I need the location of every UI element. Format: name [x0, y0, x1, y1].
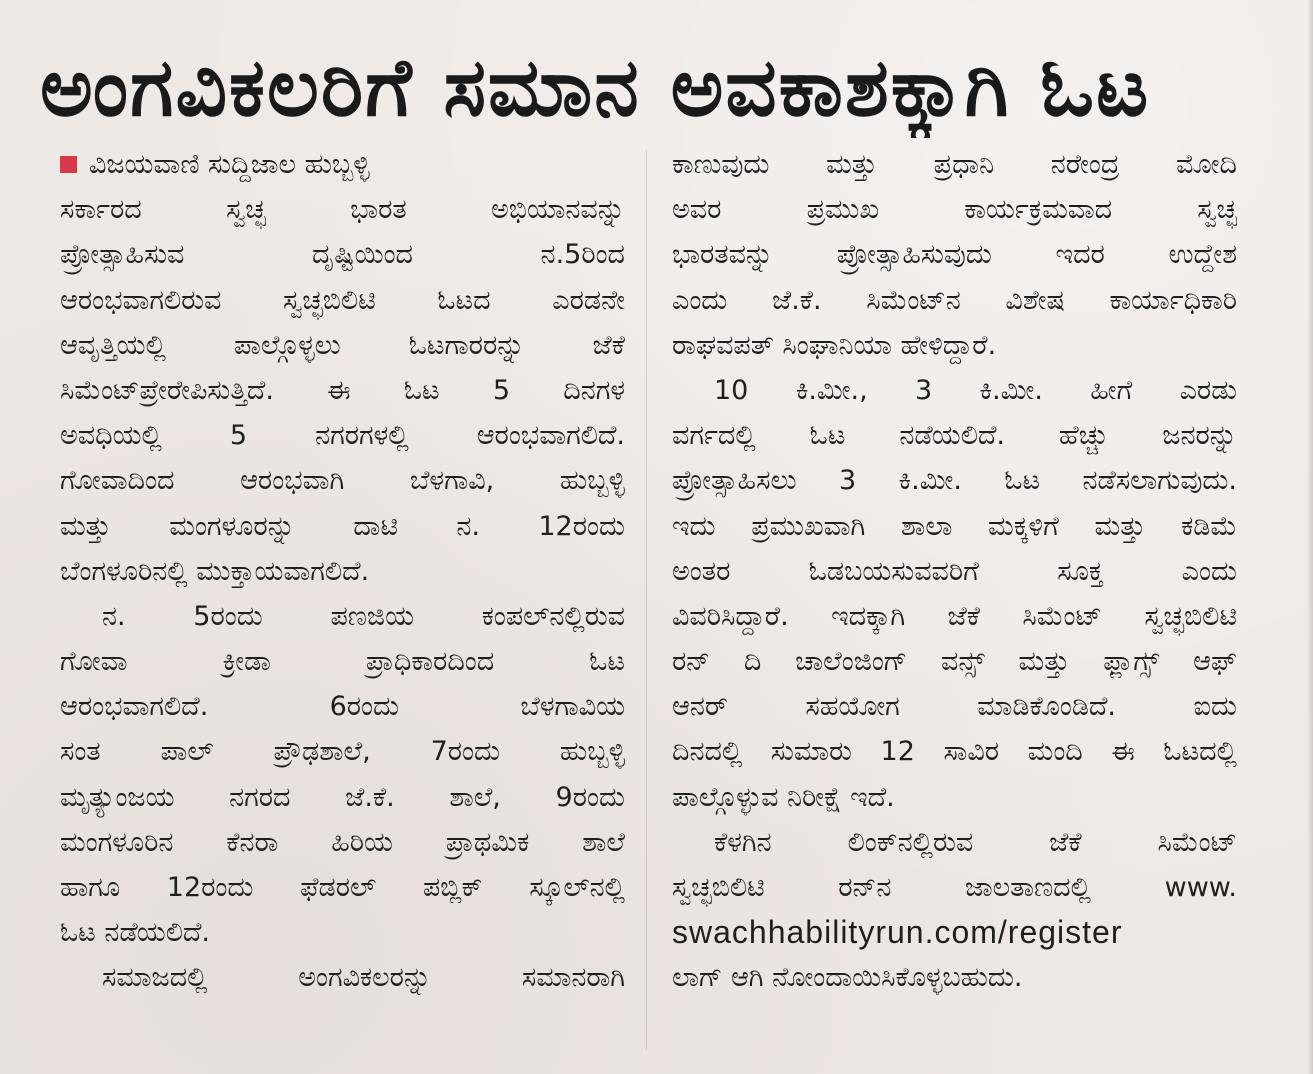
text-line: ಸಮಾಜದಲ್ಲಿ ಅಂಗವಿಕಲರನ್ನು ಸಮಾನರಾಗಿ — [102, 962, 625, 994]
column-divider — [646, 150, 647, 1050]
registration-url: swachhabilityrun.com/register — [672, 914, 1123, 951]
right-column — [672, 142, 1237, 1001]
text-line: ಹಾಗೂ 12ರಂದು ಫೆಡರಲ್ ಪಬ್ಲಿಕ್ ಸ್ಕೂಲ್‌ನಲ್ಲಿ — [60, 872, 625, 903]
left-column — [60, 142, 625, 1001]
text-line: ಬೆಂಗಳೂರಿನಲ್ಲಿ ಮುಕ್ತಾಯವಾಗಲಿದೆ. — [60, 555, 370, 587]
text-line: ಸ್ವಚ್ಛಬಿಲಿಟಿ ರನ್‌ನ ಜಾಲತಾಣದಲ್ಲಿ www. — [672, 872, 1237, 903]
text-line: ಸರ್ಕಾರದ ಸ್ವಚ್ಛ ಭಾರತ ಅಭಿಯಾನವನ್ನು — [60, 194, 625, 226]
text-line: ಎಂದು ಜೆ.ಕೆ. ಸಿಮೆಂಟ್‌ನ ವಿಶೇಷ ಕಾರ್ಯಾಧಿಕಾರಿ — [672, 284, 1237, 316]
text-line: ಮಂಗಳೂರಿನ ಕೆನರಾ ಹಿರಿಯ ಪ್ರಾಥಮಿಕ ಶಾಲೆ — [60, 826, 625, 858]
text-line: ಸಿಮೆಂಟ್‌ಪ್ರೇರೇಪಿಸುತ್ತಿದೆ. ಈ ಓಟ 5 ದಿನಗಳ — [60, 374, 625, 406]
text-line: ನ. 5ರಂದು ಪಣಜಿಯ ಕಂಪಲ್‌ನಲ್ಲಿರುವ — [102, 600, 625, 632]
red-square-bullet-icon — [60, 156, 77, 173]
text-line: ಲಾಗ್ ಆಗಿ ನೋಂದಾಯಿಸಿಕೊಳ್ಳಬಹುದು. — [672, 962, 1023, 994]
text-line: ಭಾರತವನ್ನು ಪ್ರೋತ್ಸಾಹಿಸುವುದು ಇದರ ಉದ್ದೇಶ — [672, 239, 1237, 271]
text-line: ಕಾಣುವುದು ಮತ್ತು ಪ್ರಧಾನಿ ನರೇಂದ್ರ ಮೋದಿ — [672, 149, 1237, 180]
paper-edge — [1307, 0, 1313, 1074]
text-line: ವಿವರಿಸಿದ್ದಾರೆ. ಇದಕ್ಕಾಗಿ ಜೆಕೆ ಸಿಮೆಂಟ್ ಸ್ವಚ್ಛಬಿಲಿಟಿ — [672, 600, 1237, 632]
text-line: ಪ್ರೋತ್ಸಾಹಿಸುವ ದೃಷ್ಟಿಯಿಂದ ನ.5ರಿಂದ — [60, 239, 625, 271]
text-line: ಆವೃತ್ತಿಯಲ್ಲಿ ಪಾಲ್ಗೊಳ್ಳಲು ಓಟಗಾರರನ್ನು ಜೆಕೆ — [60, 329, 625, 361]
text-line: ಸಂತ ಪಾಲ್ ಪ್ರೌಢಶಾಲೆ, 7ರಂದು ಹುಬ್ಬಳ್ಳಿ — [60, 736, 625, 768]
text-line: ವರ್ಗದಲ್ಲಿ ಓಟ ನಡೆಯಲಿದೆ. ಹೆಚ್ಚು ಜನರನ್ನು — [672, 420, 1237, 452]
text-line: 10 ಕಿ.ಮೀ., 3 ಕಿ.ಮೀ. ಹೀಗೆ ಎರಡು — [714, 374, 1237, 406]
text-line: ದಿನದಲ್ಲಿ ಸುಮಾರು 12 ಸಾವಿರ ಮಂದಿ ಈ ಓಟದಲ್ಲಿ — [672, 736, 1237, 768]
text-line: ಮೃತ್ಯುಂಜಯ ನಗರದ ಜೆ.ಕೆ. ಶಾಲೆ, 9ರಂದು — [60, 781, 625, 813]
text-line: ಕೆಳಗಿನ ಲಿಂಕ್‌ನಲ್ಲಿರುವ ಜೆಕೆ ಸಿಮೆಂಟ್ — [714, 826, 1237, 858]
text-line: ಆರಂಭವಾಗಲಿದೆ. 6ರಂದು ಬೆಳಗಾವಿಯ — [60, 691, 625, 723]
text-line: ಆರಂಭವಾಗಲಿರುವ ಸ್ವಚ್ಛಬಿಲಿಟಿ ಓಟದ ಎರಡನೇ — [60, 284, 625, 316]
text-line: ಆನರ್ ಸಹಯೋಗ ಮಾಡಿಕೊಂಡಿದೆ. ಐದು — [672, 691, 1237, 723]
text-line: ಪ್ರೋತ್ಸಾಹಿಸಲು 3 ಕಿ.ಮೀ. ಓಟ ನಡೆಸಲಾಗುವುದು. — [672, 465, 1237, 497]
text-line: ಅವರ ಪ್ರಮುಖ ಕಾರ್ಯಕ್ರಮವಾದ ಸ್ವಚ್ಛ — [672, 194, 1237, 226]
text-line: ರನ್ ದಿ ಚಾಲೆಂಜಿಂಗ್ ವನ್ಸ್ ಮತ್ತು ಫ್ಲಾಗ್ಸ್ ಆಫ್ — [672, 646, 1237, 678]
text-line: ಪಾಲ್ಗೊಳ್ಳುವ ನಿರೀಕ್ಷೆ ಇದೆ. — [672, 781, 895, 813]
headline: ಅಂಗವಿಕಲರಿಗೆ ಸಮಾನ ಅವಕಾಶಕ್ಕಾಗಿ ಓಟ — [40, 41, 1151, 134]
text-line: ಗೋವಾ ಕ್ರೀಡಾ ಪ್ರಾಧಿಕಾರದಿಂದ ಓಟ — [60, 646, 625, 678]
text-line: ಅಂತರ ಓಡಬಯಸುವವರಿಗೆ ಸೂಕ್ತ ಎಂದು — [672, 555, 1237, 587]
byline-text: ವಿಜಯವಾಣಿ ಸುದ್ದಿಜಾಲ ಹುಬ್ಬಳ್ಳಿ — [89, 149, 370, 180]
text-line: ಇದು ಪ್ರಮುಖವಾಗಿ ಶಾಲಾ ಮಕ್ಕಳಿಗೆ ಮತ್ತು ಕಡಿಮೆ — [672, 510, 1237, 542]
text-line: ಓಟ ನಡೆಯಲಿದೆ. — [60, 917, 211, 949]
byline — [60, 142, 625, 187]
text-line: ರಾಘವಪತ್ ಸಿಂಘಾನಿಯಾ ಹೇಳಿದ್ದಾರೆ. — [672, 329, 997, 361]
text-line: ಗೋವಾದಿಂದ ಆರಂಭವಾಗಿ ಬೆಳಗಾವಿ, ಹುಬ್ಬಳ್ಳಿ — [60, 465, 625, 497]
text-line: ಅವಧಿಯಲ್ಲಿ 5 ನಗರಗಳಲ್ಲಿ ಆರಂಭವಾಗಲಿದೆ. — [60, 420, 625, 452]
text-line: ಮತ್ತು ಮಂಗಳೂರನ್ನು ದಾಟಿ ನ. 12ರಂದು — [60, 510, 625, 542]
